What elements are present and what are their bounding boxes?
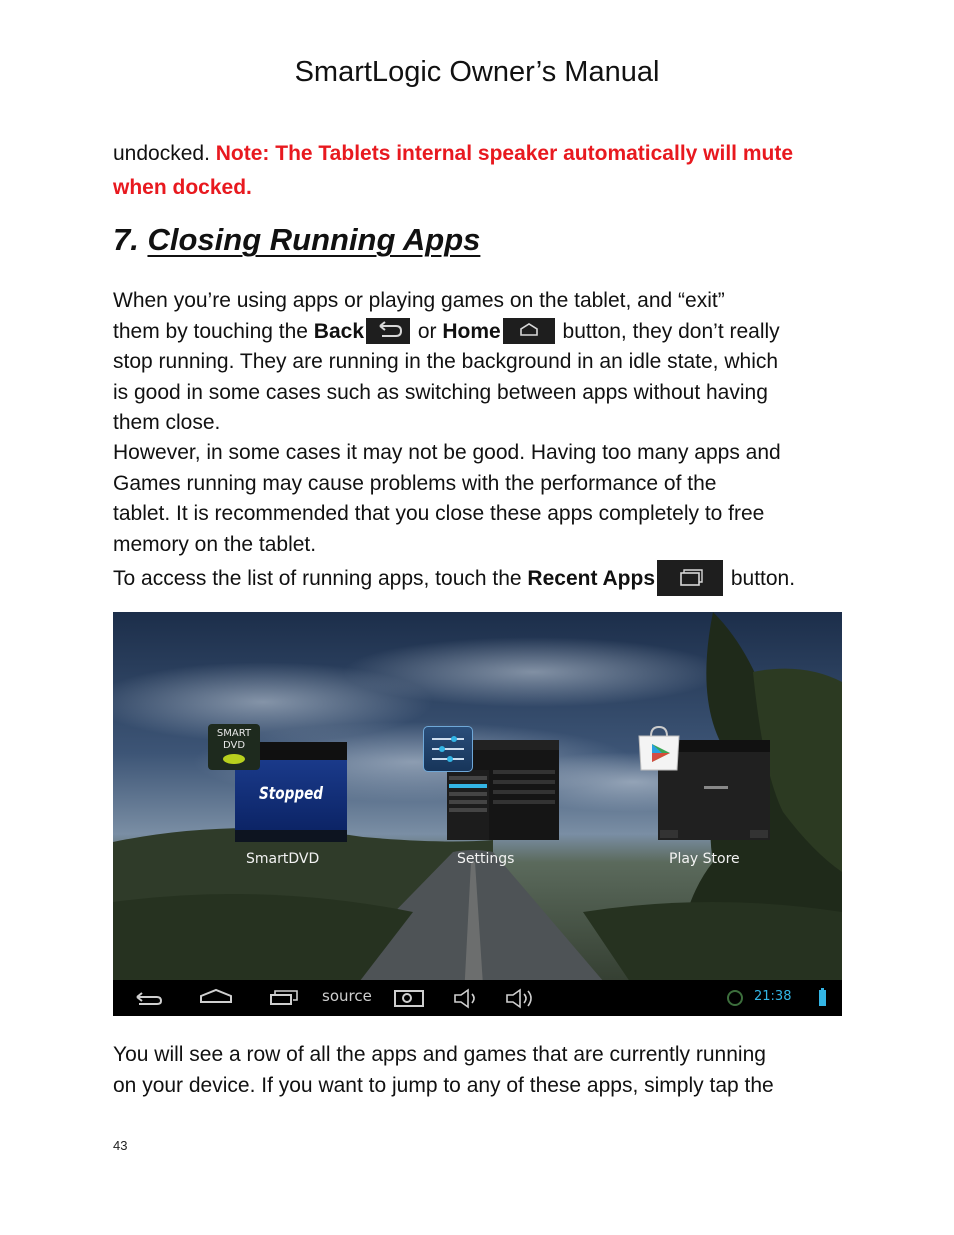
paragraph-line: memory on the tablet. xyxy=(113,532,317,556)
recent-apps-label: Recent Apps xyxy=(527,567,656,590)
page-header-title: SmartLogic Owner’s Manual xyxy=(294,56,660,88)
recent-apps-icon xyxy=(657,560,723,596)
paragraph-line: When you’re using apps or playing games on the tablet, and “exit” xyxy=(113,289,725,312)
back-icon xyxy=(366,318,410,344)
intro-lead: undocked. xyxy=(113,142,216,165)
paragraph-recent-apps xyxy=(113,560,853,596)
nav-recent-apps-icon[interactable] xyxy=(271,991,297,1004)
text-span: button. xyxy=(725,567,796,590)
page-number: 43 xyxy=(113,1138,128,1153)
back-label: Back xyxy=(313,319,364,343)
paragraph-line xyxy=(113,317,853,348)
text-span: them by touching the xyxy=(113,319,314,343)
settings-label[interactable]: Settings xyxy=(457,851,515,867)
intro-fragment xyxy=(113,137,853,205)
nav-home-icon[interactable] xyxy=(201,990,231,1002)
note-line-1: Note: The Tablets internal speaker automatically will mute xyxy=(215,142,794,165)
paragraph-line: tablet. It is recommended that you close these apps completely to free xyxy=(113,502,765,525)
smartdvd-icon-text-top: SMART xyxy=(216,728,252,739)
paragraph-line: stop running. They are running in the background in an idle state, which xyxy=(113,350,779,373)
paragraph-line: them close. xyxy=(113,411,221,434)
paragraph-line: However, in some cases it may not be good. Having too many apps and xyxy=(113,441,781,464)
smartdvd-app-icon xyxy=(208,724,260,770)
nav-screenshot-icon[interactable] xyxy=(395,991,423,1006)
nav-source-button[interactable]: source xyxy=(322,987,372,1005)
section-number: 7. xyxy=(113,222,148,257)
smartdvd-icon-text-bottom: DVD xyxy=(222,740,246,751)
text-span: button, they don’t really xyxy=(556,319,780,343)
status-clock: 21:38 xyxy=(754,989,792,1004)
paragraph-bottom xyxy=(113,1040,853,1101)
recent-apps-screenshot xyxy=(113,612,842,1016)
section-title: Closing Running Apps xyxy=(147,222,481,257)
paragraph-however xyxy=(113,438,853,560)
nav-back-icon[interactable] xyxy=(137,993,161,1004)
status-battery-icon xyxy=(819,988,826,1006)
play-store-label[interactable]: Play Store xyxy=(669,851,740,867)
text-span: To access the list of running apps, touch the xyxy=(113,567,528,590)
paragraph-line: You will see a row of all the apps and games that are currently running xyxy=(113,1043,766,1066)
paragraph-intro xyxy=(113,286,853,439)
smartdvd-label[interactable]: SmartDVD xyxy=(246,851,320,867)
paragraph-line: Games running may cause problems with the performance of the xyxy=(113,471,717,495)
system-navigation-bar xyxy=(113,980,842,1016)
nav-volume-down-icon[interactable] xyxy=(455,990,474,1007)
section-heading xyxy=(113,222,480,258)
settings-app-icon xyxy=(423,726,473,772)
paragraph-line: on your device. If you want to jump to any of these apps, simply tap the xyxy=(113,1073,774,1097)
note-line-2: when docked. xyxy=(113,176,252,199)
home-icon xyxy=(503,318,555,344)
smartdvd-status-text: Stopped xyxy=(258,784,324,804)
text-span: or xyxy=(412,319,443,343)
play-store-app-icon xyxy=(633,724,685,772)
nav-volume-up-icon[interactable] xyxy=(507,990,531,1007)
status-signal-icon xyxy=(728,991,742,1005)
paragraph-line: is good in some cases such as switching between apps without having xyxy=(113,380,768,404)
home-label: Home xyxy=(442,319,501,343)
